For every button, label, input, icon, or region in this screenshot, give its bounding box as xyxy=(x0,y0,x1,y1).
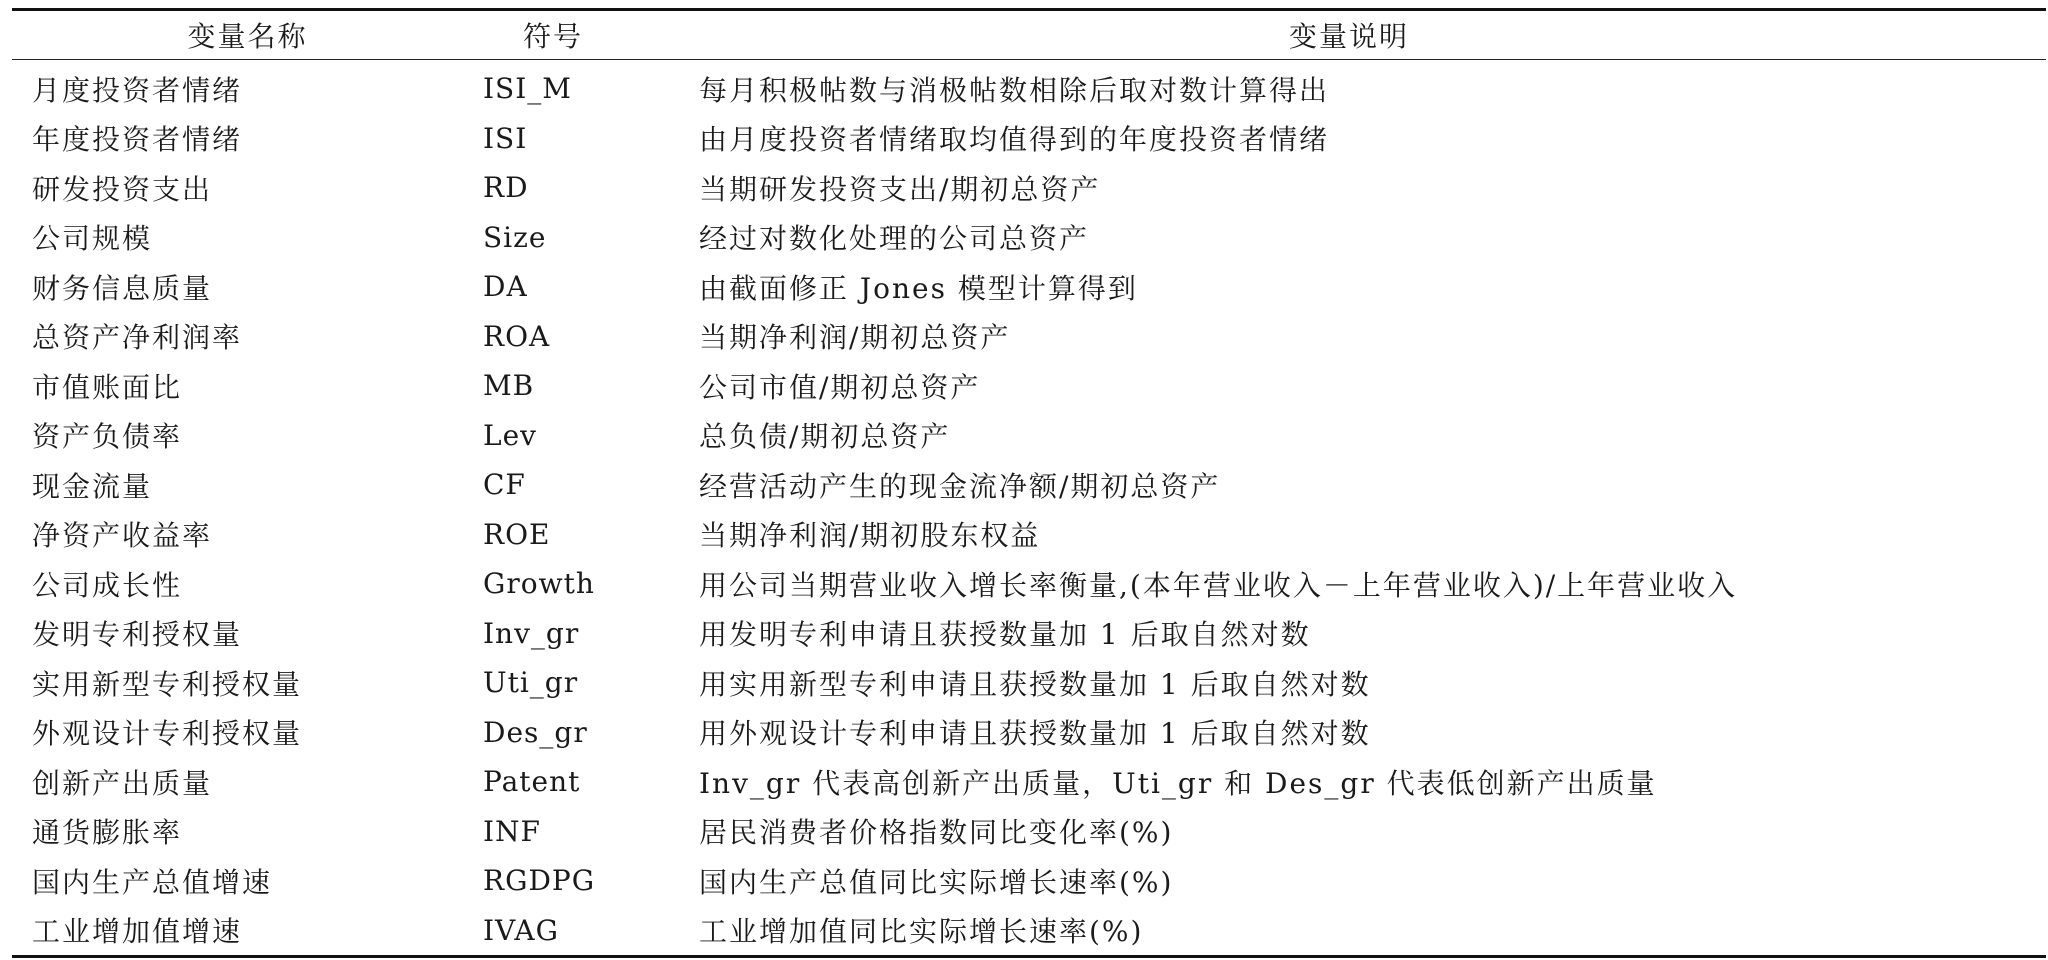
header-symbol: 符号 xyxy=(523,20,584,53)
description-cell: 用公司当期营业收入增长率衡量,(本年营业收入－上年营业收入)/上年营业收入 xyxy=(699,568,1738,602)
description-cell: 每月积极帖数与消极帖数相除后取对数计算得出 xyxy=(699,73,1330,107)
table-row xyxy=(12,807,2046,857)
variable-name-cell: 公司成长性 xyxy=(32,568,183,602)
description-cell: 当期研发投资支出/期初总资产 xyxy=(699,172,1101,206)
variable-name-cell: 实用新型专利授权量 xyxy=(32,667,303,701)
symbol-cell: Lev xyxy=(483,418,537,452)
table-row xyxy=(12,559,2046,609)
variable-definition-table xyxy=(12,11,2046,59)
symbol-cell: ISI_M xyxy=(483,72,572,106)
variable-name-cell: 外观设计专利授权量 xyxy=(32,717,303,751)
table-row xyxy=(12,460,2046,510)
description-cell: 经营活动产生的现金流净额/期初总资产 xyxy=(699,469,1221,503)
variable-name-cell: 现金流量 xyxy=(32,469,153,503)
variable-name-cell: 发明专利授权量 xyxy=(32,618,243,652)
table-row xyxy=(12,411,2046,461)
header-row xyxy=(12,11,2046,59)
variable-name-cell: 创新产出质量 xyxy=(32,766,213,800)
description-cell: 当期净利润/期初股东权益 xyxy=(699,519,1041,553)
table-row xyxy=(12,510,2046,560)
symbol-cell: MB xyxy=(483,369,535,403)
variable-table xyxy=(12,8,2046,958)
table-row xyxy=(12,757,2046,807)
variable-name-cell: 财务信息质量 xyxy=(32,271,213,305)
symbol-cell: Des_gr xyxy=(483,715,588,749)
table-row xyxy=(12,114,2046,164)
variable-name-cell: 公司规模 xyxy=(32,222,153,256)
symbol-cell: ISI xyxy=(483,121,528,155)
table-row xyxy=(12,163,2046,213)
table-row xyxy=(12,312,2046,362)
table-row xyxy=(12,60,2046,114)
symbol-cell: Growth xyxy=(483,567,595,601)
symbol-cell: Inv_gr xyxy=(483,616,580,650)
description-cell: Inv_gr 代表高创新产出质量，Uti_gr 和 Des_gr 代表低创新产出质量 xyxy=(699,766,1657,800)
symbol-cell: IVAG xyxy=(483,913,559,947)
table-row xyxy=(12,856,2046,906)
description-cell: 由月度投资者情绪取均值得到的年度投资者情绪 xyxy=(699,123,1330,157)
description-cell: 用实用新型专利申请且获授数量加 1 后取自然对数 xyxy=(699,667,1371,701)
variable-name-cell: 年度投资者情绪 xyxy=(32,123,243,157)
variable-name-cell: 市值账面比 xyxy=(32,370,183,404)
variable-name-cell: 资产负债率 xyxy=(32,420,183,454)
variable-name-cell: 国内生产总值增速 xyxy=(32,865,273,899)
variable-name-cell: 工业增加值增速 xyxy=(32,915,243,949)
symbol-cell: DA xyxy=(483,270,528,304)
table-row xyxy=(12,658,2046,708)
symbol-cell: ROA xyxy=(483,319,551,353)
symbol-cell: ROE xyxy=(483,517,551,551)
symbol-cell: CF xyxy=(483,468,526,502)
header-description: 变量说明 xyxy=(1289,20,1410,53)
description-cell: 经过对数化处理的公司总资产 xyxy=(699,222,1090,256)
table-row xyxy=(12,906,2046,956)
description-cell: 国内生产总值同比实际增长速率(%) xyxy=(699,865,1174,899)
description-cell: 公司市值/期初总资产 xyxy=(699,370,981,404)
table-row xyxy=(12,609,2046,659)
bottom-rule xyxy=(12,955,2046,958)
variable-name-cell: 通货膨胀率 xyxy=(32,816,183,850)
symbol-cell: Patent xyxy=(483,765,581,799)
description-cell: 工业增加值同比实际增长速率(%) xyxy=(699,915,1144,949)
symbol-cell: RGDPG xyxy=(483,864,596,898)
table-row xyxy=(12,262,2046,312)
table-row xyxy=(12,708,2046,758)
description-cell: 当期净利润/期初总资产 xyxy=(699,321,1011,355)
symbol-cell: RD xyxy=(483,171,529,205)
variable-name-cell: 月度投资者情绪 xyxy=(32,73,243,107)
description-cell: 居民消费者价格指数同比变化率(%) xyxy=(699,816,1174,850)
variable-name-cell: 研发投资支出 xyxy=(32,172,213,206)
table-row xyxy=(12,213,2046,263)
variable-name-cell: 总资产净利润率 xyxy=(32,321,243,355)
description-cell: 用外观设计专利申请且获授数量加 1 后取自然对数 xyxy=(699,717,1371,751)
description-cell: 总负债/期初总资产 xyxy=(699,420,951,454)
description-cell: 由截面修正 Jones 模型计算得到 xyxy=(699,271,1138,305)
description-cell: 用发明专利申请且获授数量加 1 后取自然对数 xyxy=(699,618,1311,652)
header-variable-name: 变量名称 xyxy=(187,20,308,53)
symbol-cell: INF xyxy=(483,814,541,848)
variable-definition-body xyxy=(12,60,2046,955)
variable-name-cell: 净资产收益率 xyxy=(32,519,213,553)
symbol-cell: Size xyxy=(483,220,547,254)
table-row xyxy=(12,361,2046,411)
symbol-cell: Uti_gr xyxy=(483,666,579,700)
